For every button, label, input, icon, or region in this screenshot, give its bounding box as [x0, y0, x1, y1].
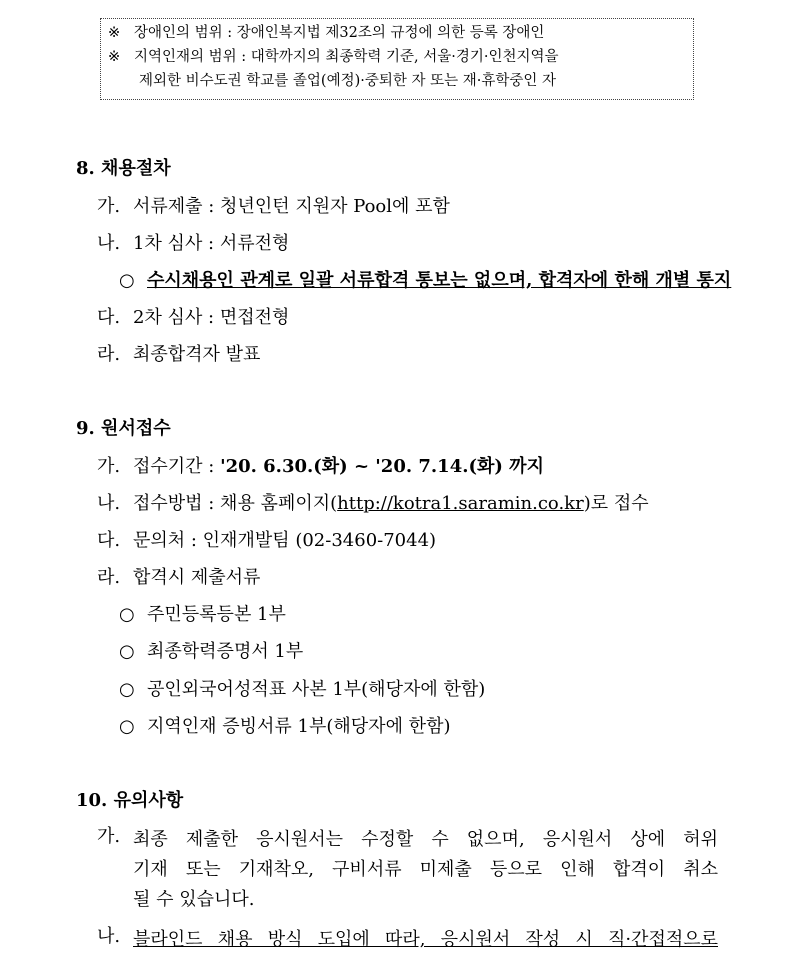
- item-text: 1차 심사 : 서류전형: [133, 233, 290, 254]
- period-value: '20. 6.30.(화) ~ '20. 7.14.(화) 까지: [220, 456, 544, 477]
- section-8-item: [97, 340, 260, 366]
- item-label: 라.: [97, 344, 121, 365]
- notice-text-regional: 지역인재의 범위 : 대학까지의 최종학력 기준, 서울·경기·인천지역을: [134, 49, 559, 65]
- item-label: 나.: [97, 926, 121, 947]
- notice-line-regional: [108, 45, 693, 69]
- section-8-item: [97, 229, 289, 255]
- document-item: [119, 600, 286, 626]
- bullet-circle: ○: [119, 679, 135, 700]
- item-label: 나.: [97, 493, 121, 514]
- document-item: [119, 675, 485, 701]
- bullet-circle: ○: [119, 270, 135, 291]
- section-9-title: 9. 원서접수: [76, 418, 171, 439]
- reference-mark: ※: [108, 49, 121, 65]
- bullet-circle: ○: [119, 716, 135, 737]
- item-text: 최종합격자 발표: [133, 344, 261, 365]
- item-text: 2차 심사 : 면접전형: [133, 307, 290, 328]
- item-label: 나.: [97, 233, 121, 254]
- caution-line: 기재 또는 기재착오, 구비서류 미제출 등으로 인해 합격이 취소: [133, 859, 718, 880]
- application-method: [97, 489, 649, 515]
- item-label: 라.: [97, 567, 121, 588]
- caution-line: 될 수 있습니다.: [133, 889, 255, 910]
- note-text: 수시채용인 관계로 일괄 서류합격 통보는 없으며, 합격자에 한해 개별 통지: [147, 270, 732, 291]
- item-label: 다.: [97, 307, 121, 328]
- document-text: 주민등록등본 1부: [147, 604, 286, 625]
- section-8-note: [119, 266, 731, 292]
- document-text: 최종학력증명서 1부: [147, 641, 304, 662]
- section-10-title: 10. 유의사항: [76, 790, 184, 811]
- item-label: 가.: [97, 456, 121, 477]
- period-prefix: 접수기간 :: [133, 456, 221, 477]
- contact-text: 문의처 : 인재개발팀 (02-3460-7044): [133, 530, 437, 551]
- application-period: [97, 452, 544, 478]
- docs-text: 합격시 제출서류: [133, 567, 261, 588]
- notice-text-disabled: 장애인의 범위 : 장애인복지법 제32조의 규정에 의한 등록 장애인: [134, 25, 545, 41]
- item-label: 다.: [97, 530, 121, 551]
- method-suffix: )로 접수: [583, 493, 649, 514]
- item-label: 가.: [97, 826, 121, 847]
- document-item: [119, 637, 303, 663]
- item-label: 가.: [97, 196, 121, 217]
- notice-line-disabled: [108, 21, 693, 45]
- contact-info: [97, 526, 436, 552]
- document-text: 공인외국어성적표 사본 1부(해당자에 한함): [147, 679, 486, 700]
- method-prefix: 접수방법 : 채용 홈페이지(: [133, 493, 338, 514]
- required-documents: [97, 563, 260, 589]
- bullet-circle: ○: [119, 641, 135, 662]
- recruit-site-link[interactable]: http://kotra1.saramin.co.kr: [337, 493, 584, 514]
- caution-line: 블라인드 채용 방식 도입에 따라, 응시원서 작성 시 직·간접적으로: [133, 929, 718, 950]
- document-item: [119, 712, 450, 738]
- bullet-circle: ○: [119, 604, 135, 625]
- document-text: 지역인재 증빙서류 1부(해당자에 한함): [147, 716, 451, 737]
- notice-box: [100, 18, 694, 100]
- notice-text-regional-cont: 제외한 비수도권 학교를 졸업(예정)·중퇴한 자 또는 재·휴학중인 자: [139, 73, 556, 89]
- reference-mark: ※: [108, 25, 121, 41]
- caution-line: 최종 제출한 응시원서는 수정할 수 없으며, 응시원서 상에 허위: [133, 829, 718, 850]
- section-8-item: [97, 192, 450, 218]
- section-8-item: [97, 303, 289, 329]
- section-8-title: 8. 채용절차: [76, 158, 171, 179]
- item-text: 서류제출 : 청년인턴 지원자 Pool에 포함: [133, 196, 450, 217]
